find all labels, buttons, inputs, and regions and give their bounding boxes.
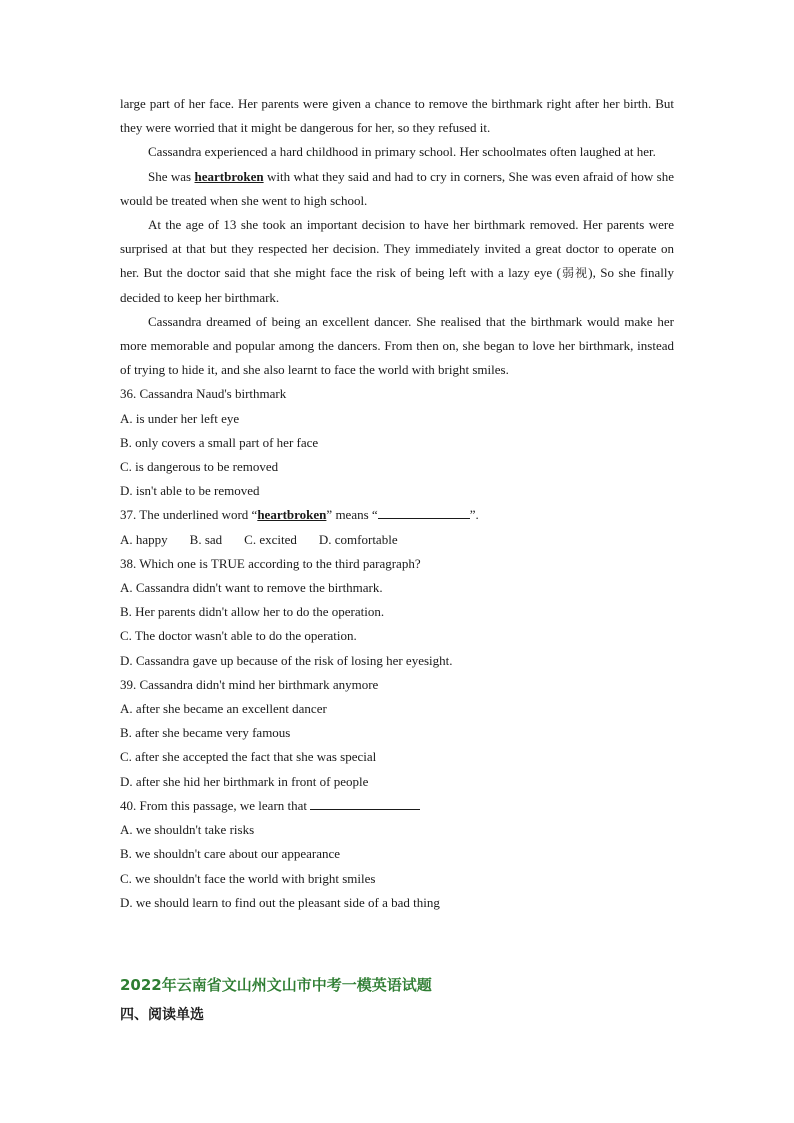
question-37-stem-start: 37. The underlined word “ bbox=[120, 507, 258, 523]
question-40-stem bbox=[120, 794, 674, 818]
question-36-option-a: A. is under her left eye bbox=[120, 410, 240, 426]
section-subheading: 四、阅读单选 bbox=[120, 1007, 204, 1023]
question-36-option-d: D. isn't able to be removed bbox=[120, 483, 260, 499]
question-40-option-b: B. we shouldn't care about our appearance bbox=[120, 846, 341, 862]
question-38-option-a: A. Cassandra didn't want to remove the birthmark. bbox=[120, 580, 383, 596]
question-37-stem-end: ”. bbox=[469, 507, 479, 523]
underlined-word-heartbroken: heartbroken bbox=[194, 168, 264, 184]
question-37-stem bbox=[120, 503, 674, 527]
paragraph-2: Cassandra experienced a hard childhood in primary school. Her schoolmates often laughed at her. bbox=[148, 144, 656, 160]
question-38-option-d: D. Cassandra gave up because of the risk of losing her eyesight. bbox=[120, 652, 453, 668]
paragraph-1: large part of her face. Her parents were given a chance to remove the birthmark right after her birth. But they were worried that it might be dangerous for her, so they refused it. bbox=[120, 96, 674, 136]
question-39-option-b: B. after she became very famous bbox=[120, 725, 291, 741]
question-36-stem: 36. Cassandra Naud's birthmark bbox=[120, 386, 287, 402]
question-39-option-c: C. after she accepted the fact that she was special bbox=[120, 749, 377, 765]
reading-passage-page bbox=[120, 92, 674, 915]
question-36-option-c: C. is dangerous to be removed bbox=[120, 459, 279, 475]
question-37-option-a: A. happy bbox=[120, 531, 168, 547]
paragraph-4-cjk-note: 弱视 bbox=[560, 266, 589, 281]
question-38-stem: 38. Which one is TRUE according to the third paragraph? bbox=[120, 555, 421, 571]
question-39-option-a: A. after she became an excellent dancer bbox=[120, 701, 327, 717]
question-38-option-b: B. Her parents didn't allow her to do the operation. bbox=[120, 604, 385, 620]
question-37-stem-mid: ” means “ bbox=[326, 507, 378, 523]
question-39-option-d: D. after she hid her birthmark in front of people bbox=[120, 773, 369, 789]
paragraph-3-start: She was bbox=[148, 168, 195, 184]
question-37-option-c: C. excited bbox=[244, 531, 297, 547]
paragraph-3 bbox=[120, 165, 674, 213]
question-38-option-c: C. The doctor wasn't able to do the operation. bbox=[120, 628, 357, 644]
paragraph-4-main: At the age of 13 she took an important decision to have her birthmark removed. Her parents were surprised at that but they respected her decision. They immediately invited a great doctor to operate on her. But the doctor said that she might face the risk of being left with a lazy eye ( bbox=[120, 217, 674, 281]
paragraph-3-rest: with what they said and had to cry in corners, She was even afraid of how she would be treated when she went to high school. bbox=[120, 168, 674, 208]
question-36-option-b: B. only covers a small part of her face bbox=[120, 434, 319, 450]
question-40-stem-text: 40. From this passage, we learn that bbox=[120, 797, 311, 813]
question-37-options bbox=[120, 528, 674, 552]
question-37-underlined-word: heartbroken bbox=[257, 507, 327, 523]
question-40-option-a: A. we shouldn't take risks bbox=[120, 822, 255, 838]
exam-section-title: 2022年云南省文山州文山市中考一模英语试题 bbox=[120, 976, 432, 994]
paragraph-5: Cassandra dreamed of being an excellent dancer. She realised that the birthmark would make her more memorable and popular among the dancers. From then on, she began to love her birthmark, instead of trying to hide it, and she also learnt to face the world with bright smiles. bbox=[120, 313, 674, 378]
paragraph-4-end: ), So she finally decided to keep her birthmark. bbox=[120, 265, 674, 305]
question-39-stem: 39. Cassandra didn't mind her birthmark anymore bbox=[120, 676, 379, 692]
paragraph-4 bbox=[120, 213, 674, 310]
question-40-option-c: C. we shouldn't face the world with bright smiles bbox=[120, 870, 376, 886]
answer-blank bbox=[378, 506, 470, 519]
question-37-option-b: B. sad bbox=[189, 531, 223, 547]
question-37-option-d: D. comfortable bbox=[318, 531, 398, 547]
question-40-option-d: D. we should learn to find out the pleasant side of a bad thing bbox=[120, 894, 440, 910]
answer-blank bbox=[310, 797, 420, 810]
